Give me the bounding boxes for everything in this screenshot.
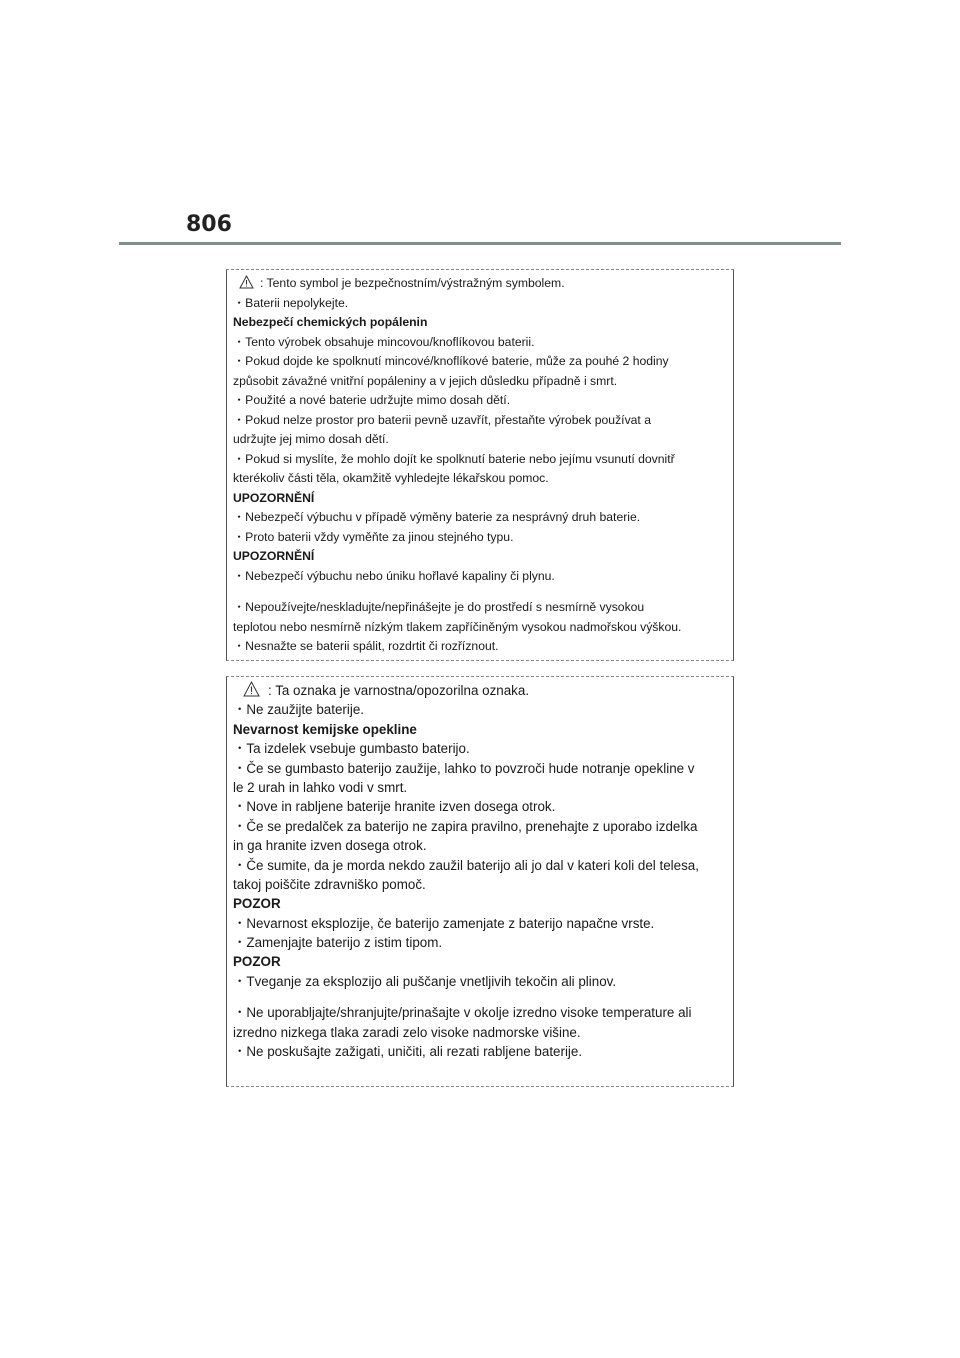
text-line: ・Če se gumbasto baterijo zaužije, lahko to povzroči hude notranje opekline v xyxy=(233,760,695,776)
text-line: udržujte jej mimo dosah dětí. xyxy=(233,432,389,446)
spacer xyxy=(233,991,733,1003)
warning-box-slovene xyxy=(226,676,734,1087)
text-line: izredno nizkega tlaka zaradi zelo visoke nadmorske višine. xyxy=(233,1024,581,1040)
text-line: ・Nebezpečí výbuchu v případě výměny baterie za nesprávný druh baterie. xyxy=(233,510,641,524)
text-line: ・Ta izdelek vsebuje gumbasto baterijo. xyxy=(233,741,470,757)
symbol-text: : Tento symbol je bezpečnostním/výstražným symbolem. xyxy=(260,276,565,290)
page-number: 806 xyxy=(186,212,232,237)
text-line: in ga hranite izven dosega otrok. xyxy=(233,838,427,854)
text-line: kterékoliv části těla, okamžitě vyhledejte lékařskou pomoc. xyxy=(233,471,549,485)
symbol-text: : Ta oznaka je varnostna/opozorilna oznaka. xyxy=(268,683,530,698)
text-line: ・Pokud si myslíte, že mohlo dojít ke spolknutí baterie nebo jejímu vsunutí dovnitř xyxy=(233,451,675,466)
text-line: ・Pokud dojde ke spolknutí mincové/knoflíkové baterie, může za pouhé 2 hodiny xyxy=(233,354,669,368)
text-line: ・Če sumite, da je morda nekdo zaužil baterijo ali jo dal v kateri koli del telesa, xyxy=(233,857,699,873)
text-line: ・Če se predalček za baterijo ne zapira pravilno, prenehajte z uporabo izdelka xyxy=(233,818,698,834)
spacer xyxy=(233,586,733,598)
text-line: způsobit závažné vnitřní popáleniny a v jejich důsledku případně i smrt. xyxy=(233,373,618,388)
text-line: ・Zamenjajte baterijo z istim tipom. xyxy=(233,935,443,951)
caution-heading: POZOR xyxy=(233,896,281,912)
text-line: ・Ne uporabljajte/shranjujte/prinašajte v okolje izredno visoke temperature ali xyxy=(233,1005,692,1021)
text-line: ・Ne zaužijte baterije. xyxy=(233,702,364,718)
text-line: ・Ne poskušajte zažigati, uničiti, ali rezati rabljene baterije. xyxy=(233,1044,583,1060)
symbol-line xyxy=(233,681,733,700)
warning-triangle-icon xyxy=(239,275,254,289)
text-line: ・Tento výrobek obsahuje mincovou/knoflíkovou baterii. xyxy=(233,334,535,349)
text-line: ・Použité a nové baterie udržujte mimo dosah dětí. xyxy=(233,393,511,407)
symbol-line xyxy=(233,274,733,294)
section-heading: Nevarnost kemijske opekline xyxy=(233,721,417,737)
text-line: teplotou nebo nesmírně nízkým tlakem zapříčiněným vysokou nadmořskou výškou. xyxy=(233,619,682,634)
section-heading: Nebezpečí chemických popálenin xyxy=(233,315,428,329)
caution-heading: UPOZORNĚNÍ xyxy=(233,490,315,505)
text-line: ・Proto baterii vždy vyměňte za jinou stejného typu. xyxy=(233,529,514,544)
text-line: takoj poiščite zdravniško pomoč. xyxy=(233,876,426,892)
warning-triangle-icon xyxy=(243,681,260,697)
text-line: ・Nebezpečí výbuchu nebo úniku hořlavé kapaliny či plynu. xyxy=(233,568,555,583)
text-line: ・Nepoužívejte/neskladujte/nepřinášejte je do prostředí s nesmírně vysokou xyxy=(233,600,645,614)
warning-box-czech xyxy=(226,269,734,661)
text-line: ・Pokud nelze prostor pro baterii pevně uzavřít, přestaňte výrobek používat a xyxy=(233,412,651,427)
text-line: ・Nevarnost eksplozije, če baterijo zamenjate z baterijo napačne vrste. xyxy=(233,915,655,931)
text-line: ・Tveganje za eksplozijo ali puščanje vnetljivih tekočin ali plinov. xyxy=(233,973,617,989)
header-rule xyxy=(119,242,841,245)
caution-heading: POZOR xyxy=(233,954,281,970)
caution-heading: UPOZORNĚNÍ xyxy=(233,549,315,563)
text-line: ・Nove in rabljene baterije hranite izven dosega otrok. xyxy=(233,799,556,815)
text-line: le 2 urah in lahko vodi v smrt. xyxy=(233,779,408,795)
text-line: ・Baterii nepolykejte. xyxy=(233,295,349,310)
text-line: ・Nesnažte se baterii spálit, rozdrtit či rozříznout. xyxy=(233,639,499,653)
